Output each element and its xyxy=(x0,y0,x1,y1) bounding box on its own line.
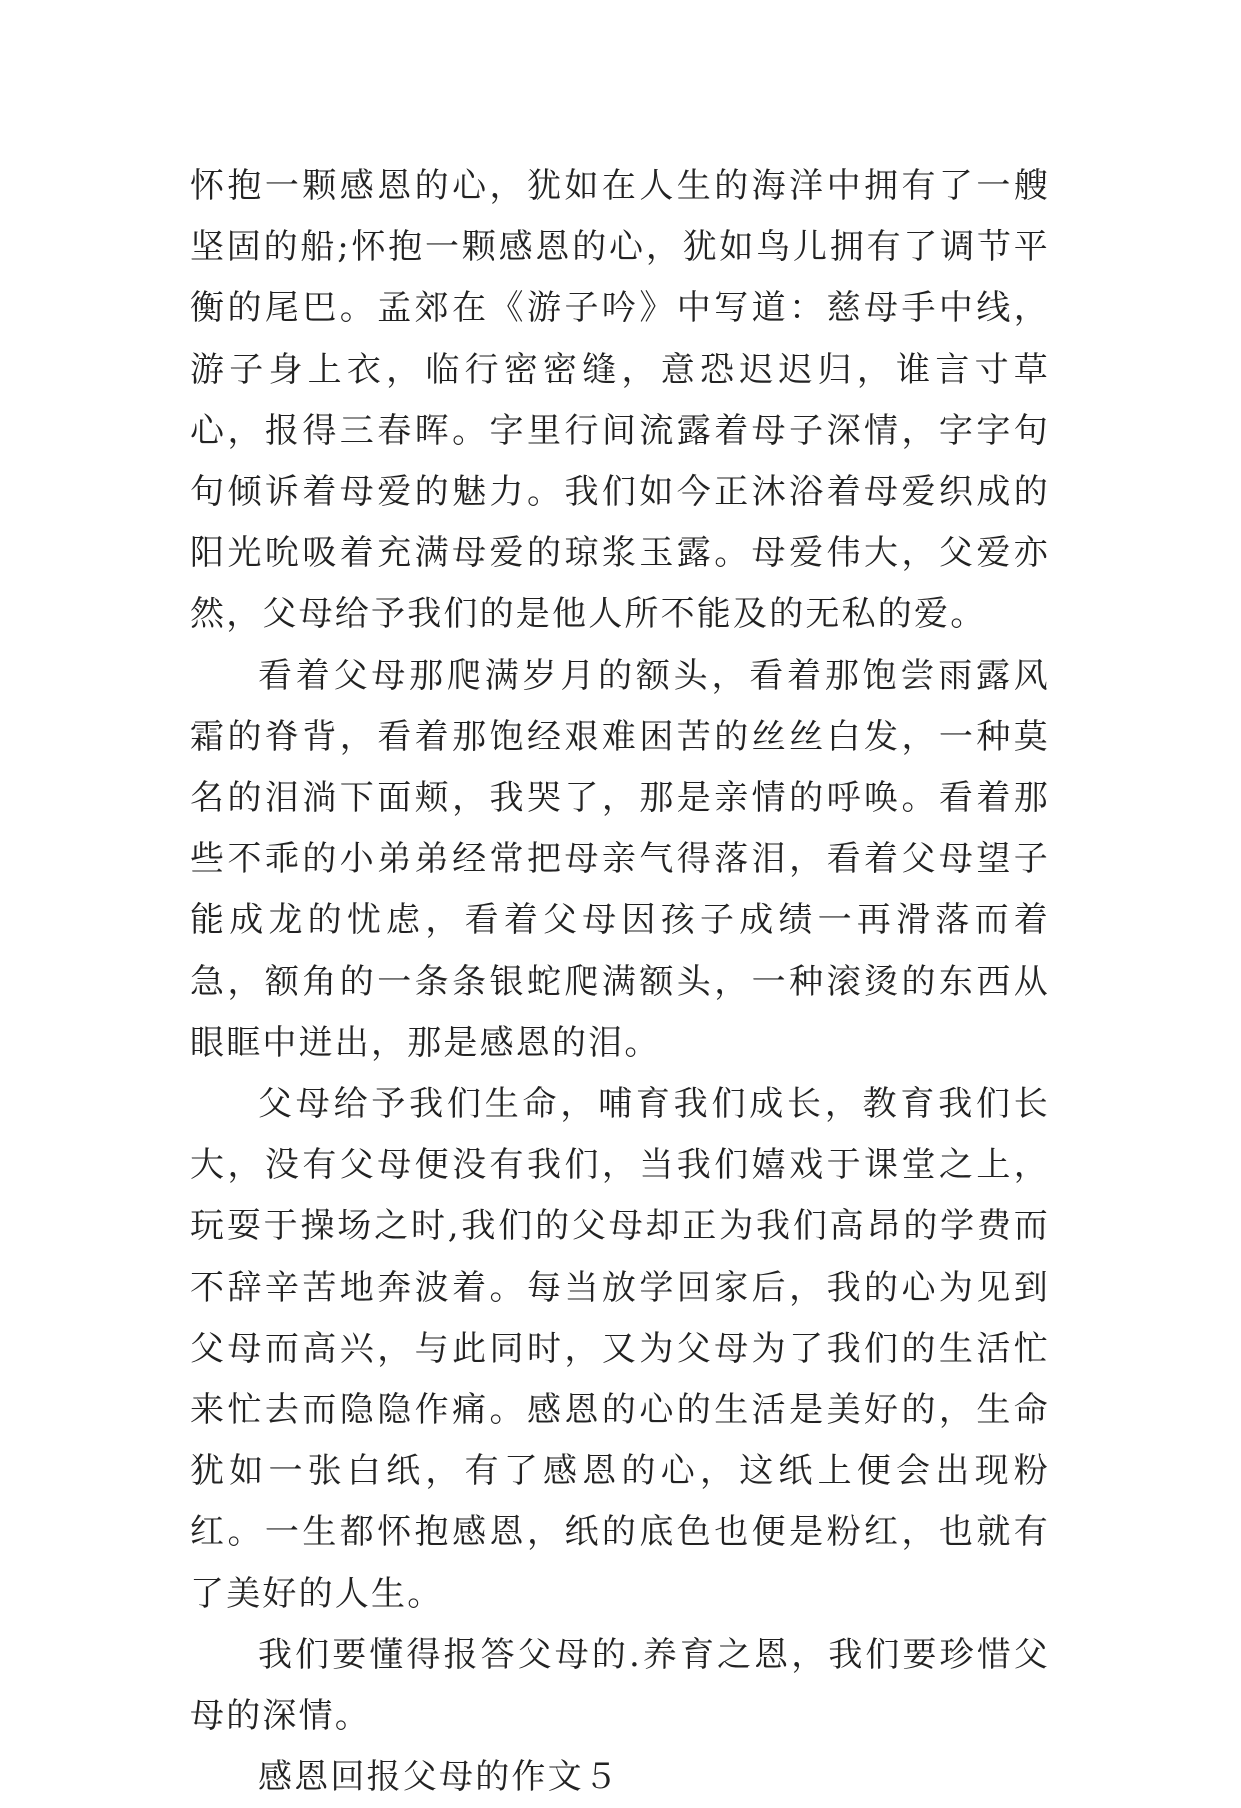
paragraph-4: 我们要懂得报答父母的.养育之恩，我们要珍惜父母的深情。 xyxy=(190,1634,1050,1737)
paragraph-2: 看着父母那爬满岁月的额头，看着那饱尝雨露风霜的脊背，看着那饱经艰难困苦的丝丝白发，一种莫名的泪淌下面颊，我哭了，那是亲情的呼唤。看着那些不乖的小弟弟经常把母亲气得落泪，看着父母望子能成龙的忧虑，看着父母因孩子成绩一再滑落而着急，额角的一条条银蛇爬满额头，一种滚烫的东西从眼眶中迸出，那是感恩的泪。 xyxy=(190,655,1050,1063)
paragraph-3: 父母给予我们生命，哺育我们成长，教育我们长大，没有父母便没有我们，当我们嬉戏于课堂之上，玩耍于操场之时,我们的父母却正为我们高昂的学费而不辞辛苦地奔波着。每当放学回家后，我的心为见到父母而高兴，与此同时，又为父母为了我们的生活忙来忙去而隐隐作痛。感恩的心的生活是美好的，生命犹如一张白纸，有了感恩的心，这纸上便会出现粉红。一生都怀抱感恩，纸的底色也便是粉红，也就有了美好的人生。 xyxy=(190,1084,1050,1614)
section-heading: 感恩回报父母的作文５ xyxy=(258,1757,620,1798)
article-body xyxy=(190,156,1050,1808)
paragraph-1: 怀抱一颗感恩的心，犹如在人生的海洋中拥有了一艘坚固的船;怀抱一颗感恩的心，犹如鸟儿拥有了调节平衡的尾巴。孟郊在《游子吟》中写道：慈母手中线，游子身上衣，临行密密缝，意恐迟迟归，谁言寸草心，报得三春晖。字里行间流露着母子深情，字字句句倾诉着母爱的魅力。我们如今正沐浴着母爱织成的阳光吮吸着充满母爱的琼浆玉露。母爱伟大，父爱亦然，父母给予我们的是他人所不能及的无私的爱。 xyxy=(190,166,1050,635)
